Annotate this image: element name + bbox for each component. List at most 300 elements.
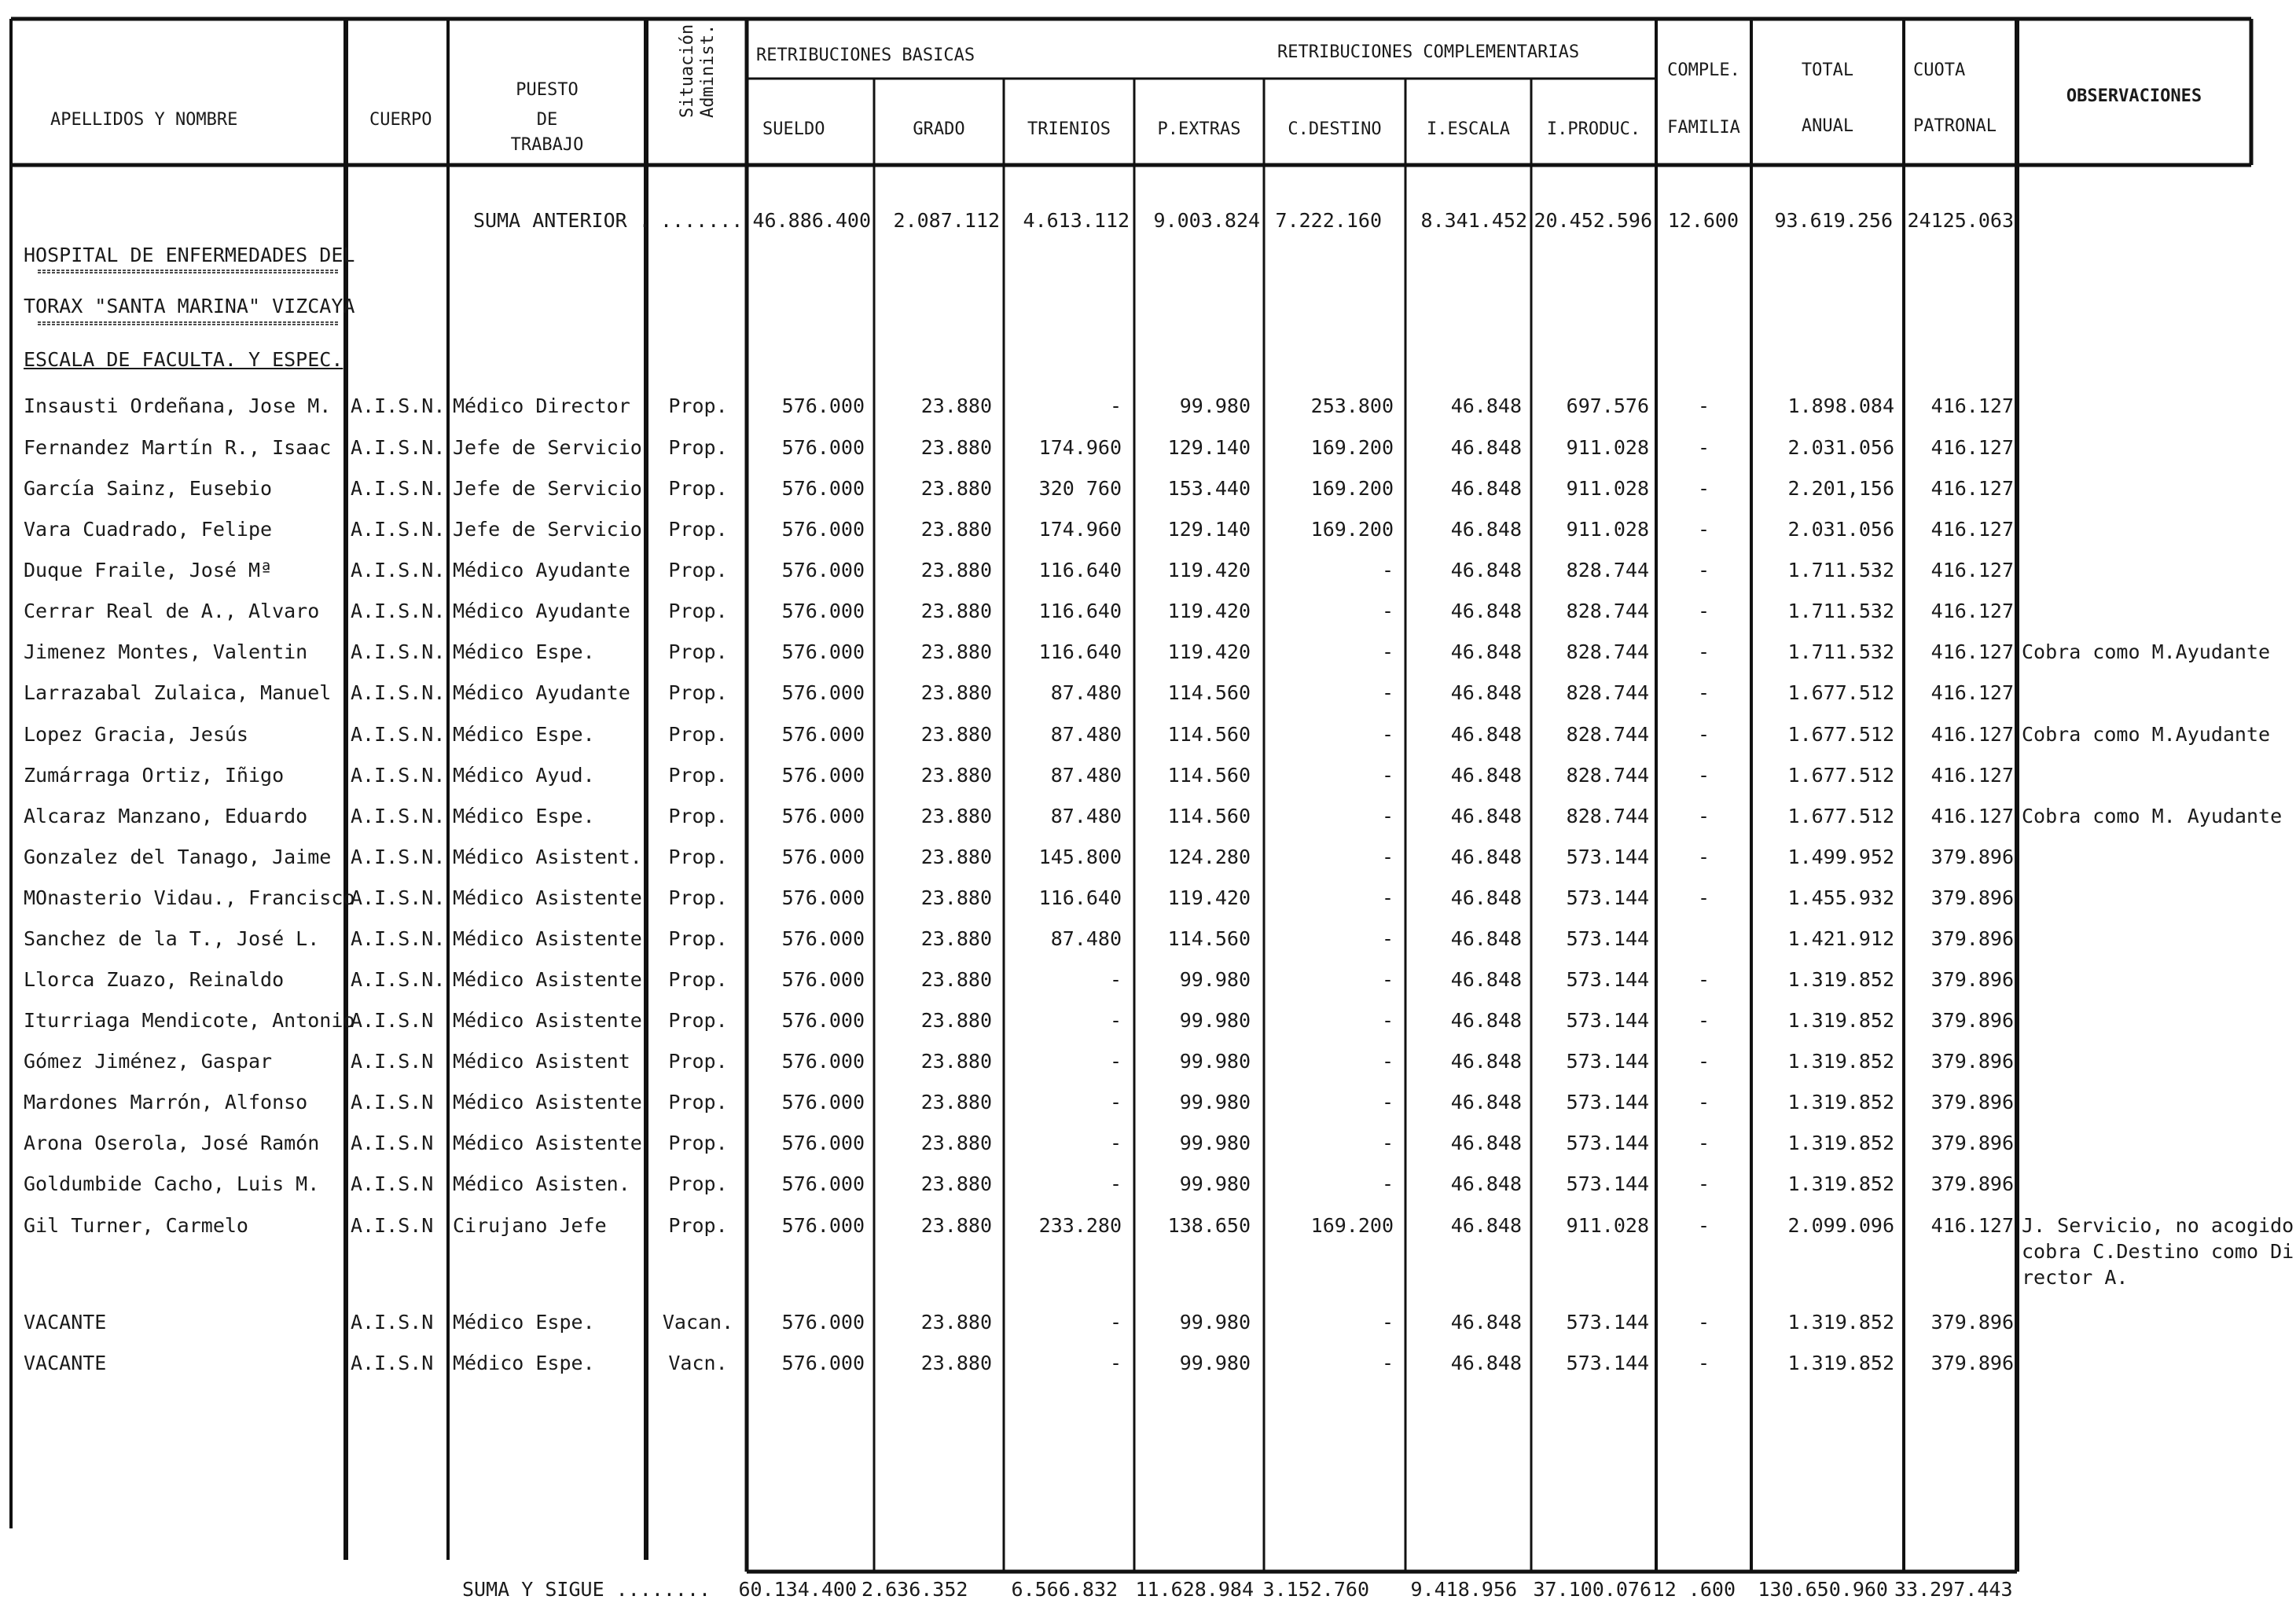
row-5-trienios: 116.640	[1038, 600, 1122, 622]
suma-sigue-cuota: 33.297.443	[1894, 1578, 2013, 1601]
row-19-pextras: 99.980	[1179, 1172, 1251, 1195]
row-16-cuerpo: A.I.S.N	[351, 1050, 434, 1073]
row-8-sueldo: 576.000	[781, 723, 865, 746]
row-22-cdestino: -	[1381, 1352, 1394, 1374]
row-6-cuerpo: A.I.S.N.	[351, 640, 446, 663]
row-11-total: 1.499.952	[1787, 846, 1894, 868]
row-22-sit: Vacn.	[668, 1352, 728, 1374]
row-14-sit: Prop.	[668, 968, 728, 991]
row-7-iescala: 46.848	[1450, 681, 1522, 704]
row-17-grado: 23.880	[920, 1091, 992, 1114]
header-ret-basicas: RETRIBUCIONES BASICAS	[756, 46, 975, 65]
row-18-grado: 23.880	[920, 1132, 992, 1154]
row-6-sit: Prop.	[668, 640, 728, 663]
row-20-grado: 23.880	[920, 1214, 992, 1237]
row-20-cuota: 416.127	[1930, 1214, 2014, 1237]
row-17-nombre: Mardones Marrón, Alfonso	[24, 1091, 308, 1114]
row-9-cuerpo: A.I.S.N.	[351, 764, 446, 787]
row-20-pextras: 138.650	[1167, 1214, 1251, 1237]
row-0-cuerpo: A.I.S.N.	[351, 394, 446, 417]
row-8-total: 1.677.512	[1787, 723, 1894, 746]
row-13-pextras: 114.560	[1167, 927, 1251, 950]
row-13-grado: 23.880	[920, 927, 992, 950]
header-familia: FAMILIA	[1667, 118, 1740, 138]
row-4-sueldo: 576.000	[781, 559, 865, 582]
row-2-sit: Prop.	[668, 477, 728, 500]
row-2-iescala: 46.848	[1450, 477, 1522, 500]
row-9-iescala: 46.848	[1450, 764, 1522, 787]
row-12-sueldo: 576.000	[781, 886, 865, 909]
suma-anterior-dots: .......	[660, 209, 744, 232]
row-1-sit: Prop.	[668, 436, 728, 459]
row-0-familia: -	[1697, 394, 1710, 417]
row-18-puesto: Médico Asistente	[453, 1132, 642, 1154]
row-5-sueldo: 576.000	[781, 600, 865, 622]
row-1-cdestino: 169.200	[1310, 436, 1394, 459]
row-8-grado: 23.880	[920, 723, 992, 746]
row-19-nombre: Goldumbide Cacho, Luis M.	[24, 1172, 320, 1195]
suma-anterior-familia: 12.600	[1667, 209, 1739, 232]
row-16-grado: 23.880	[920, 1050, 992, 1073]
row-14-iproduc: 573.144	[1566, 968, 1649, 991]
row-8-iproduc: 828.744	[1566, 723, 1649, 746]
row-12-cdestino: -	[1381, 886, 1394, 909]
suma-sigue-familia: 12 .600	[1652, 1578, 1736, 1601]
row-6-pextras: 119.420	[1167, 640, 1251, 663]
row-10-cdestino: -	[1381, 805, 1394, 827]
suma-anterior-trienios: 4.613.112	[1023, 209, 1130, 232]
row-7-puesto: Médico Ayudante	[453, 681, 630, 704]
row-14-cdestino: -	[1381, 968, 1394, 991]
row-7-cdestino: -	[1381, 681, 1394, 704]
suma-sigue-pextras: 11.628.984	[1135, 1578, 1254, 1601]
row-3-cuota: 416.127	[1930, 518, 2014, 541]
section-hospital-2: TORAX "SANTA MARINA" VIZCAYA	[24, 295, 355, 317]
row-1-trienios: 174.960	[1038, 436, 1122, 459]
row-13-nombre: Sanchez de la T., José L.	[24, 927, 320, 950]
row-13-cdestino: -	[1381, 927, 1394, 950]
row-8-cuota: 416.127	[1930, 723, 2014, 746]
header-sueldo: SUELDO	[762, 119, 825, 139]
row-7-trienios: 87.480	[1050, 681, 1122, 704]
row-22-total: 1.319.852	[1787, 1352, 1894, 1374]
row-22-pextras: 99.980	[1179, 1352, 1251, 1374]
row-3-total: 2.031.056	[1787, 518, 1894, 541]
row-8-observacion-0: Cobra como M.Ayudante	[2022, 723, 2271, 746]
row-1-sueldo: 576.000	[781, 436, 865, 459]
section-hospital-1: HOSPITAL DE ENFERMEDADES DEL	[24, 244, 355, 266]
row-9-iproduc: 828.744	[1566, 764, 1649, 787]
row-22-cuota: 379.896	[1930, 1352, 2014, 1374]
header-anual: ANUAL	[1801, 116, 1854, 136]
row-20-puesto: Cirujano Jefe	[453, 1214, 607, 1237]
row-22-nombre: VACANTE	[24, 1352, 107, 1374]
row-0-iescala: 46.848	[1450, 394, 1522, 417]
row-22-trienios: -	[1109, 1352, 1122, 1374]
header-cdestino: C.DESTINO	[1288, 119, 1382, 139]
row-9-trienios: 87.480	[1050, 764, 1122, 787]
row-19-cdestino: -	[1381, 1172, 1394, 1195]
suma-anterior-pextras: 9.003.824	[1153, 209, 1260, 232]
row-12-iescala: 46.848	[1450, 886, 1522, 909]
header-situacion	[678, 24, 718, 118]
suma-anterior-cdestino: 7.222.160	[1275, 209, 1382, 232]
row-8-puesto: Médico Espe.	[453, 723, 595, 746]
row-21-cdestino: -	[1381, 1311, 1394, 1334]
row-16-nombre: Gómez Jiménez, Gaspar	[24, 1050, 273, 1073]
suma-sigue-iproduc: 37.100.076	[1533, 1578, 1651, 1601]
row-3-familia: -	[1697, 518, 1710, 541]
row-12-trienios: 116.640	[1038, 886, 1122, 909]
suma-sigue-sueldo: 60.134.400	[738, 1578, 857, 1601]
row-5-cuerpo: A.I.S.N.	[351, 600, 446, 622]
row-13-iescala: 46.848	[1450, 927, 1522, 950]
row-13-trienios: 87.480	[1050, 927, 1122, 950]
row-10-cuerpo: A.I.S.N.	[351, 805, 446, 827]
row-21-pextras: 99.980	[1179, 1311, 1251, 1334]
row-15-grado: 23.880	[920, 1009, 992, 1032]
row-16-iescala: 46.848	[1450, 1050, 1522, 1073]
row-21-total: 1.319.852	[1787, 1311, 1894, 1334]
row-10-familia: -	[1697, 805, 1710, 827]
row-21-trienios: -	[1109, 1311, 1122, 1334]
row-8-nombre: Lopez Gracia, Jesús	[24, 723, 248, 746]
row-16-total: 1.319.852	[1787, 1050, 1894, 1073]
row-4-trienios: 116.640	[1038, 559, 1122, 582]
row-8-trienios: 87.480	[1050, 723, 1122, 746]
row-10-puesto: Médico Espe.	[453, 805, 595, 827]
row-9-cuota: 416.127	[1930, 764, 2014, 787]
row-3-iproduc: 911.028	[1566, 518, 1649, 541]
header-cuota: CUOTA	[1913, 61, 1966, 80]
row-0-iproduc: 697.576	[1566, 394, 1649, 417]
header-situacion-2: Administ.	[698, 24, 718, 118]
row-10-sueldo: 576.000	[781, 805, 865, 827]
row-16-familia: -	[1697, 1050, 1710, 1073]
row-4-pextras: 119.420	[1167, 559, 1251, 582]
row-12-total: 1.455.932	[1787, 886, 1894, 909]
row-13-iproduc: 573.144	[1566, 927, 1649, 950]
row-6-observacion-0: Cobra como M.Ayudante	[2022, 640, 2271, 663]
row-11-grado: 23.880	[920, 846, 992, 868]
row-7-nombre: Larrazabal Zulaica, Manuel	[24, 681, 332, 704]
row-15-cuota: 379.896	[1930, 1009, 2014, 1032]
row-10-sit: Prop.	[668, 805, 728, 827]
row-1-grado: 23.880	[920, 436, 992, 459]
row-11-nombre: Gonzalez del Tanago, Jaime	[24, 846, 332, 868]
row-14-nombre: Llorca Zuazo, Reinaldo	[24, 968, 285, 991]
row-15-trienios: -	[1109, 1009, 1122, 1032]
row-7-cuerpo: A.I.S.N.	[351, 681, 446, 704]
row-11-cdestino: -	[1381, 846, 1394, 868]
row-22-iescala: 46.848	[1450, 1352, 1522, 1374]
row-14-puesto: Médico Asistente	[453, 968, 642, 991]
row-9-nombre: Zumárraga Ortiz, Iñigo	[24, 764, 285, 787]
row-11-pextras: 124.280	[1167, 846, 1251, 868]
row-17-sit: Prop.	[668, 1091, 728, 1114]
row-18-cuota: 379.896	[1930, 1132, 2014, 1154]
header-comple: COMPLE.	[1667, 61, 1740, 80]
row-14-sueldo: 576.000	[781, 968, 865, 991]
row-19-grado: 23.880	[920, 1172, 992, 1195]
row-3-nombre: Vara Cuadrado, Felipe	[24, 518, 273, 541]
row-10-grado: 23.880	[920, 805, 992, 827]
row-1-iescala: 46.848	[1450, 436, 1522, 459]
row-18-familia: -	[1697, 1132, 1710, 1154]
suma-sigue-grado: 2.636.352	[861, 1578, 968, 1601]
header-trienios: TRIENIOS	[1027, 119, 1111, 139]
row-5-familia: -	[1697, 600, 1710, 622]
row-16-pextras: 99.980	[1179, 1050, 1251, 1073]
row-22-cuerpo: A.I.S.N	[351, 1352, 434, 1374]
row-6-cuota: 416.127	[1930, 640, 2014, 663]
row-21-sueldo: 576.000	[781, 1311, 865, 1334]
row-20-trienios: 233.280	[1038, 1214, 1122, 1237]
row-5-sit: Prop.	[668, 600, 728, 622]
row-22-puesto: Médico Espe.	[453, 1352, 595, 1374]
row-19-cuota: 379.896	[1930, 1172, 2014, 1195]
row-19-iproduc: 573.144	[1566, 1172, 1649, 1195]
header-situacion-1: Situación	[678, 24, 697, 118]
row-4-iproduc: 828.744	[1566, 559, 1649, 582]
header-patronal: PATRONAL	[1913, 116, 1997, 136]
row-8-sit: Prop.	[668, 723, 728, 746]
row-5-total: 1.711.532	[1787, 600, 1894, 622]
row-12-puesto: Médico Asistente	[453, 886, 642, 909]
row-2-cuerpo: A.I.S.N.	[351, 477, 446, 500]
header-puesto-1: PUESTO	[516, 80, 579, 100]
row-14-grado: 23.880	[920, 968, 992, 991]
row-7-grado: 23.880	[920, 681, 992, 704]
row-0-nombre: Insausti Ordeñana, Jose M.	[24, 394, 332, 417]
header-puesto-2: DE	[536, 110, 558, 130]
row-16-trienios: -	[1109, 1050, 1122, 1073]
suma-sigue-iescala: 9.418.956	[1410, 1578, 1517, 1601]
row-15-iescala: 46.848	[1450, 1009, 1522, 1032]
row-13-puesto: Médico Asistente	[453, 927, 642, 950]
suma-anterior-iproduc: 20.452.596	[1534, 209, 1652, 232]
row-14-trienios: -	[1109, 968, 1122, 991]
row-19-sit: Prop.	[668, 1172, 728, 1195]
row-0-puesto: Médico Director	[453, 394, 630, 417]
row-0-cuota: 416.127	[1930, 394, 2014, 417]
row-2-cuota: 416.127	[1930, 477, 2014, 500]
row-0-sit: Prop.	[668, 394, 728, 417]
row-6-cdestino: -	[1381, 640, 1394, 663]
row-4-iescala: 46.848	[1450, 559, 1522, 582]
row-17-sueldo: 576.000	[781, 1091, 865, 1114]
row-13-sueldo: 576.000	[781, 927, 865, 950]
row-16-cdestino: -	[1381, 1050, 1394, 1073]
row-13-total: 1.421.912	[1787, 927, 1894, 950]
header-cuerpo: CUERPO	[369, 110, 432, 130]
row-10-nombre: Alcaraz Manzano, Eduardo	[24, 805, 308, 827]
row-9-total: 1.677.512	[1787, 764, 1894, 787]
section-escala: ESCALA DE FACULTA. Y ESPEC.	[24, 348, 343, 371]
row-20-iescala: 46.848	[1450, 1214, 1522, 1237]
row-10-cuota: 416.127	[1930, 805, 2014, 827]
row-10-trienios: 87.480	[1050, 805, 1122, 827]
header-iproduc: I.PRODUC.	[1546, 119, 1641, 139]
row-11-puesto: Médico Asistent.	[453, 846, 642, 868]
row-3-pextras: 129.140	[1167, 518, 1251, 541]
row-11-trienios: 145.800	[1038, 846, 1122, 868]
row-3-cuerpo: A.I.S.N.	[351, 518, 446, 541]
row-20-observacion-0: J. Servicio, no acogido	[2022, 1214, 2294, 1237]
header-ret-complementarias: RETRIBUCIONES COMPLEMENTARIAS	[1277, 42, 1580, 62]
row-22-iproduc: 573.144	[1566, 1352, 1649, 1374]
row-16-sit: Prop.	[668, 1050, 728, 1073]
row-12-grado: 23.880	[920, 886, 992, 909]
row-10-iproduc: 828.744	[1566, 805, 1649, 827]
row-16-puesto: Médico Asistent	[453, 1050, 630, 1073]
row-21-iproduc: 573.144	[1566, 1311, 1649, 1334]
row-18-iproduc: 573.144	[1566, 1132, 1649, 1154]
row-3-cdestino: 169.200	[1310, 518, 1394, 541]
row-17-trienios: -	[1109, 1091, 1122, 1114]
row-2-total: 2.201,156	[1787, 477, 1894, 500]
row-10-iescala: 46.848	[1450, 805, 1522, 827]
row-6-grado: 23.880	[920, 640, 992, 663]
suma-anterior-sueldo: 46.886.400	[752, 209, 871, 232]
row-4-cuerpo: A.I.S.N.	[351, 559, 446, 582]
row-20-familia: -	[1697, 1214, 1710, 1237]
row-7-sueldo: 576.000	[781, 681, 865, 704]
row-7-sit: Prop.	[668, 681, 728, 704]
row-14-pextras: 99.980	[1179, 968, 1251, 991]
row-6-iproduc: 828.744	[1566, 640, 1649, 663]
row-9-pextras: 114.560	[1167, 764, 1251, 787]
row-7-pextras: 114.560	[1167, 681, 1251, 704]
row-15-total: 1.319.852	[1787, 1009, 1894, 1032]
row-5-nombre: Cerrar Real de A., Alvaro	[24, 600, 320, 622]
row-5-iescala: 46.848	[1450, 600, 1522, 622]
row-12-pextras: 119.420	[1167, 886, 1251, 909]
suma-anterior-iescala: 8.341.452	[1420, 209, 1527, 232]
row-11-sit: Prop.	[668, 846, 728, 868]
row-6-puesto: Médico Espe.	[453, 640, 595, 663]
header-apellidos: APELLIDOS Y NOMBRE	[50, 110, 238, 130]
row-8-familia: -	[1697, 723, 1710, 746]
row-12-familia: -	[1697, 886, 1710, 909]
row-14-cuerpo: A.I.S.N.	[351, 968, 446, 991]
row-13-cuota: 379.896	[1930, 927, 2014, 950]
row-19-total: 1.319.852	[1787, 1172, 1894, 1195]
row-17-cuota: 379.896	[1930, 1091, 2014, 1114]
row-9-sueldo: 576.000	[781, 764, 865, 787]
row-16-cuota: 379.896	[1930, 1050, 2014, 1073]
row-12-cuota: 379.896	[1930, 886, 2014, 909]
row-6-familia: -	[1697, 640, 1710, 663]
row-11-cuota: 379.896	[1930, 846, 2014, 868]
suma-anterior-cuota: 24125.063	[1907, 209, 2014, 232]
row-15-puesto: Médico Asistente	[453, 1009, 642, 1032]
row-1-puesto: Jefe de Servicio	[453, 436, 642, 459]
row-5-grado: 23.880	[920, 600, 992, 622]
row-2-grado: 23.880	[920, 477, 992, 500]
row-3-trienios: 174.960	[1038, 518, 1122, 541]
row-22-familia: -	[1697, 1352, 1710, 1374]
row-4-puesto: Médico Ayudante	[453, 559, 630, 582]
row-20-total: 2.099.096	[1787, 1214, 1894, 1237]
row-18-pextras: 99.980	[1179, 1132, 1251, 1154]
row-18-nombre: Arona Oserola, José Ramón	[24, 1132, 320, 1154]
row-17-iproduc: 573.144	[1566, 1091, 1649, 1114]
row-1-familia: -	[1697, 436, 1710, 459]
row-5-puesto: Médico Ayudante	[453, 600, 630, 622]
row-17-puesto: Médico Asistente	[453, 1091, 642, 1114]
row-2-nombre: García Sainz, Eusebio	[24, 477, 273, 500]
row-6-sueldo: 576.000	[781, 640, 865, 663]
row-19-iescala: 46.848	[1450, 1172, 1522, 1195]
row-8-pextras: 114.560	[1167, 723, 1251, 746]
row-20-iproduc: 911.028	[1566, 1214, 1649, 1237]
row-2-sueldo: 576.000	[781, 477, 865, 500]
row-11-sueldo: 576.000	[781, 846, 865, 868]
row-14-total: 1.319.852	[1787, 968, 1894, 991]
row-9-sit: Prop.	[668, 764, 728, 787]
row-8-cdestino: -	[1381, 723, 1394, 746]
row-4-grado: 23.880	[920, 559, 992, 582]
row-2-iproduc: 911.028	[1566, 477, 1649, 500]
row-18-trienios: -	[1109, 1132, 1122, 1154]
row-20-observacion-1: cobra C.Destino como Di	[2022, 1240, 2294, 1263]
row-20-sit: Prop.	[668, 1214, 728, 1237]
header-iescala: I.ESCALA	[1427, 119, 1510, 139]
row-0-total: 1.898.084	[1787, 394, 1894, 417]
row-19-sueldo: 576.000	[781, 1172, 865, 1195]
row-1-cuota: 416.127	[1930, 436, 2014, 459]
row-3-puesto: Jefe de Servicio	[453, 518, 642, 541]
row-13-cuerpo: A.I.S.N.	[351, 927, 446, 950]
row-20-cdestino: 169.200	[1310, 1214, 1394, 1237]
row-12-cuerpo: A.I.S.N.	[351, 886, 446, 909]
row-2-puesto: Jefe de Servicio	[453, 477, 642, 500]
row-0-pextras: 99.980	[1179, 394, 1251, 417]
row-1-total: 2.031.056	[1787, 436, 1894, 459]
row-15-sueldo: 576.000	[781, 1009, 865, 1032]
row-14-familia: -	[1697, 968, 1710, 991]
row-7-familia: -	[1697, 681, 1710, 704]
row-21-cuota: 379.896	[1930, 1311, 2014, 1334]
suma-sigue-trienios: 6.566.832	[1011, 1578, 1118, 1601]
row-19-puesto: Médico Asisten.	[453, 1172, 630, 1195]
row-13-sit: Prop.	[668, 927, 728, 950]
row-17-iescala: 46.848	[1450, 1091, 1522, 1114]
row-3-grado: 23.880	[920, 518, 992, 541]
row-19-familia: -	[1697, 1172, 1710, 1195]
row-15-nombre: Iturriaga Mendicote, Antonio	[24, 1009, 355, 1032]
row-20-observacion-2: rector A.	[2022, 1266, 2129, 1289]
suma-anterior-label: SUMA ANTERIOR .	[473, 209, 651, 232]
row-18-sueldo: 576.000	[781, 1132, 865, 1154]
row-9-grado: 23.880	[920, 764, 992, 787]
row-6-trienios: 116.640	[1038, 640, 1122, 663]
row-18-total: 1.319.852	[1787, 1132, 1894, 1154]
row-21-cuerpo: A.I.S.N	[351, 1311, 434, 1334]
row-5-pextras: 119.420	[1167, 600, 1251, 622]
row-11-iproduc: 573.144	[1566, 846, 1649, 868]
header-total: TOTAL	[1801, 61, 1854, 80]
row-9-familia: -	[1697, 764, 1710, 787]
row-6-iescala: 46.848	[1450, 640, 1522, 663]
row-21-sit: Vacan.	[662, 1311, 734, 1334]
row-17-familia: -	[1697, 1091, 1710, 1114]
row-16-iproduc: 573.144	[1566, 1050, 1649, 1073]
row-2-trienios: 320 760	[1038, 477, 1122, 500]
row-5-cdestino: -	[1381, 600, 1394, 622]
row-12-iproduc: 573.144	[1566, 886, 1649, 909]
